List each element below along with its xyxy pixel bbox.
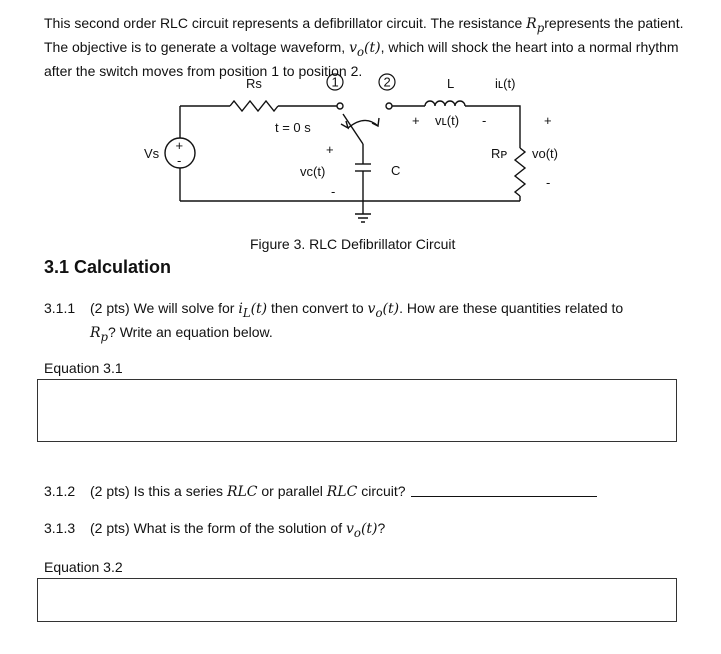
inductor-symbol bbox=[425, 101, 465, 106]
rp-label: Rᴘ bbox=[491, 146, 508, 161]
vl-plus: + bbox=[412, 113, 420, 128]
question-3-1-1-line-1: 3.1.1 (2 pts) We will solve for $i_L(t)$ then convert to $v_o(t)$. How are these quantities related to bbox=[44, 300, 624, 320]
vc-label: vc(t) bbox=[300, 164, 326, 179]
question-3-1-2: 3.1.2 (2 pts) Is this a series RLC or parallel RLC circuit? bbox=[44, 483, 406, 500]
rp-resistor-symbol bbox=[515, 148, 525, 196]
question-number: 3.1.3 bbox=[44, 520, 76, 536]
equation-3-2-label: Equation 3.2 bbox=[44, 559, 123, 575]
rlc-circuit-diagram bbox=[144, 66, 590, 234]
question-3-1-1 bbox=[44, 299, 684, 347]
rs-resistor-symbol bbox=[230, 101, 278, 111]
vo-plus: + bbox=[544, 113, 552, 128]
source-plus: + bbox=[175, 138, 184, 153]
intro-line-2: The objective is to generate a voltage waveform, $v_o(t)$, which will shock the heart into a normal rhythm bbox=[44, 38, 679, 59]
source-minus: - bbox=[177, 153, 182, 168]
position-1-label: 1 bbox=[331, 74, 339, 90]
intro-line-3: after the switch moves from position 1 to position 2. bbox=[44, 62, 363, 79]
question-number: 3.1.1 bbox=[44, 300, 76, 316]
rs-label: Rs bbox=[246, 76, 262, 91]
figure-caption: Figure 3. RLC Defibrillator Circuit bbox=[250, 236, 456, 252]
switch-time-label: t = 0 s bbox=[275, 120, 311, 135]
vo-minus: - bbox=[546, 175, 551, 190]
question-3-1-2-answer-line[interactable] bbox=[411, 496, 597, 497]
equation-3-1-label: Equation 3.1 bbox=[44, 360, 123, 376]
section-title: 3.1 Calculation bbox=[44, 257, 172, 277]
position-2-label: 2 bbox=[383, 74, 391, 90]
switch-contact-2 bbox=[386, 103, 392, 109]
capacitor-label: C bbox=[391, 163, 401, 178]
question-3-1-3: 3.1.3 (2 pts) What is the form of the solution of $v_o(t)$? bbox=[44, 520, 386, 540]
vo-label: vo(t) bbox=[532, 146, 558, 161]
vl-minus: - bbox=[482, 113, 487, 128]
switch-arrow-left bbox=[341, 121, 348, 128]
question-3-1-1-line-2: $R_p$? Write an equation below. bbox=[90, 323, 273, 344]
vc-plus: + bbox=[326, 142, 334, 157]
equation-3-2-answer-box[interactable] bbox=[37, 578, 677, 622]
vl-label: vʟ(t) bbox=[435, 113, 460, 128]
vs-label: Vs bbox=[144, 146, 160, 161]
vc-minus: - bbox=[331, 184, 336, 199]
switch-arm bbox=[343, 114, 363, 144]
ground-symbol bbox=[355, 214, 371, 222]
question-number: 3.1.2 bbox=[44, 483, 76, 499]
switch-contact-1 bbox=[337, 103, 343, 109]
equation-3-1-answer-box[interactable] bbox=[37, 379, 677, 442]
inductor-label: L bbox=[447, 76, 455, 91]
il-current-label: iʟ(t) bbox=[495, 76, 516, 91]
wire-top-right bbox=[465, 106, 520, 148]
intro-line-1: This second order RLC circuit represents a defibrillator circuit. The resistance $R_prepresents$ the patient. bbox=[44, 15, 684, 35]
